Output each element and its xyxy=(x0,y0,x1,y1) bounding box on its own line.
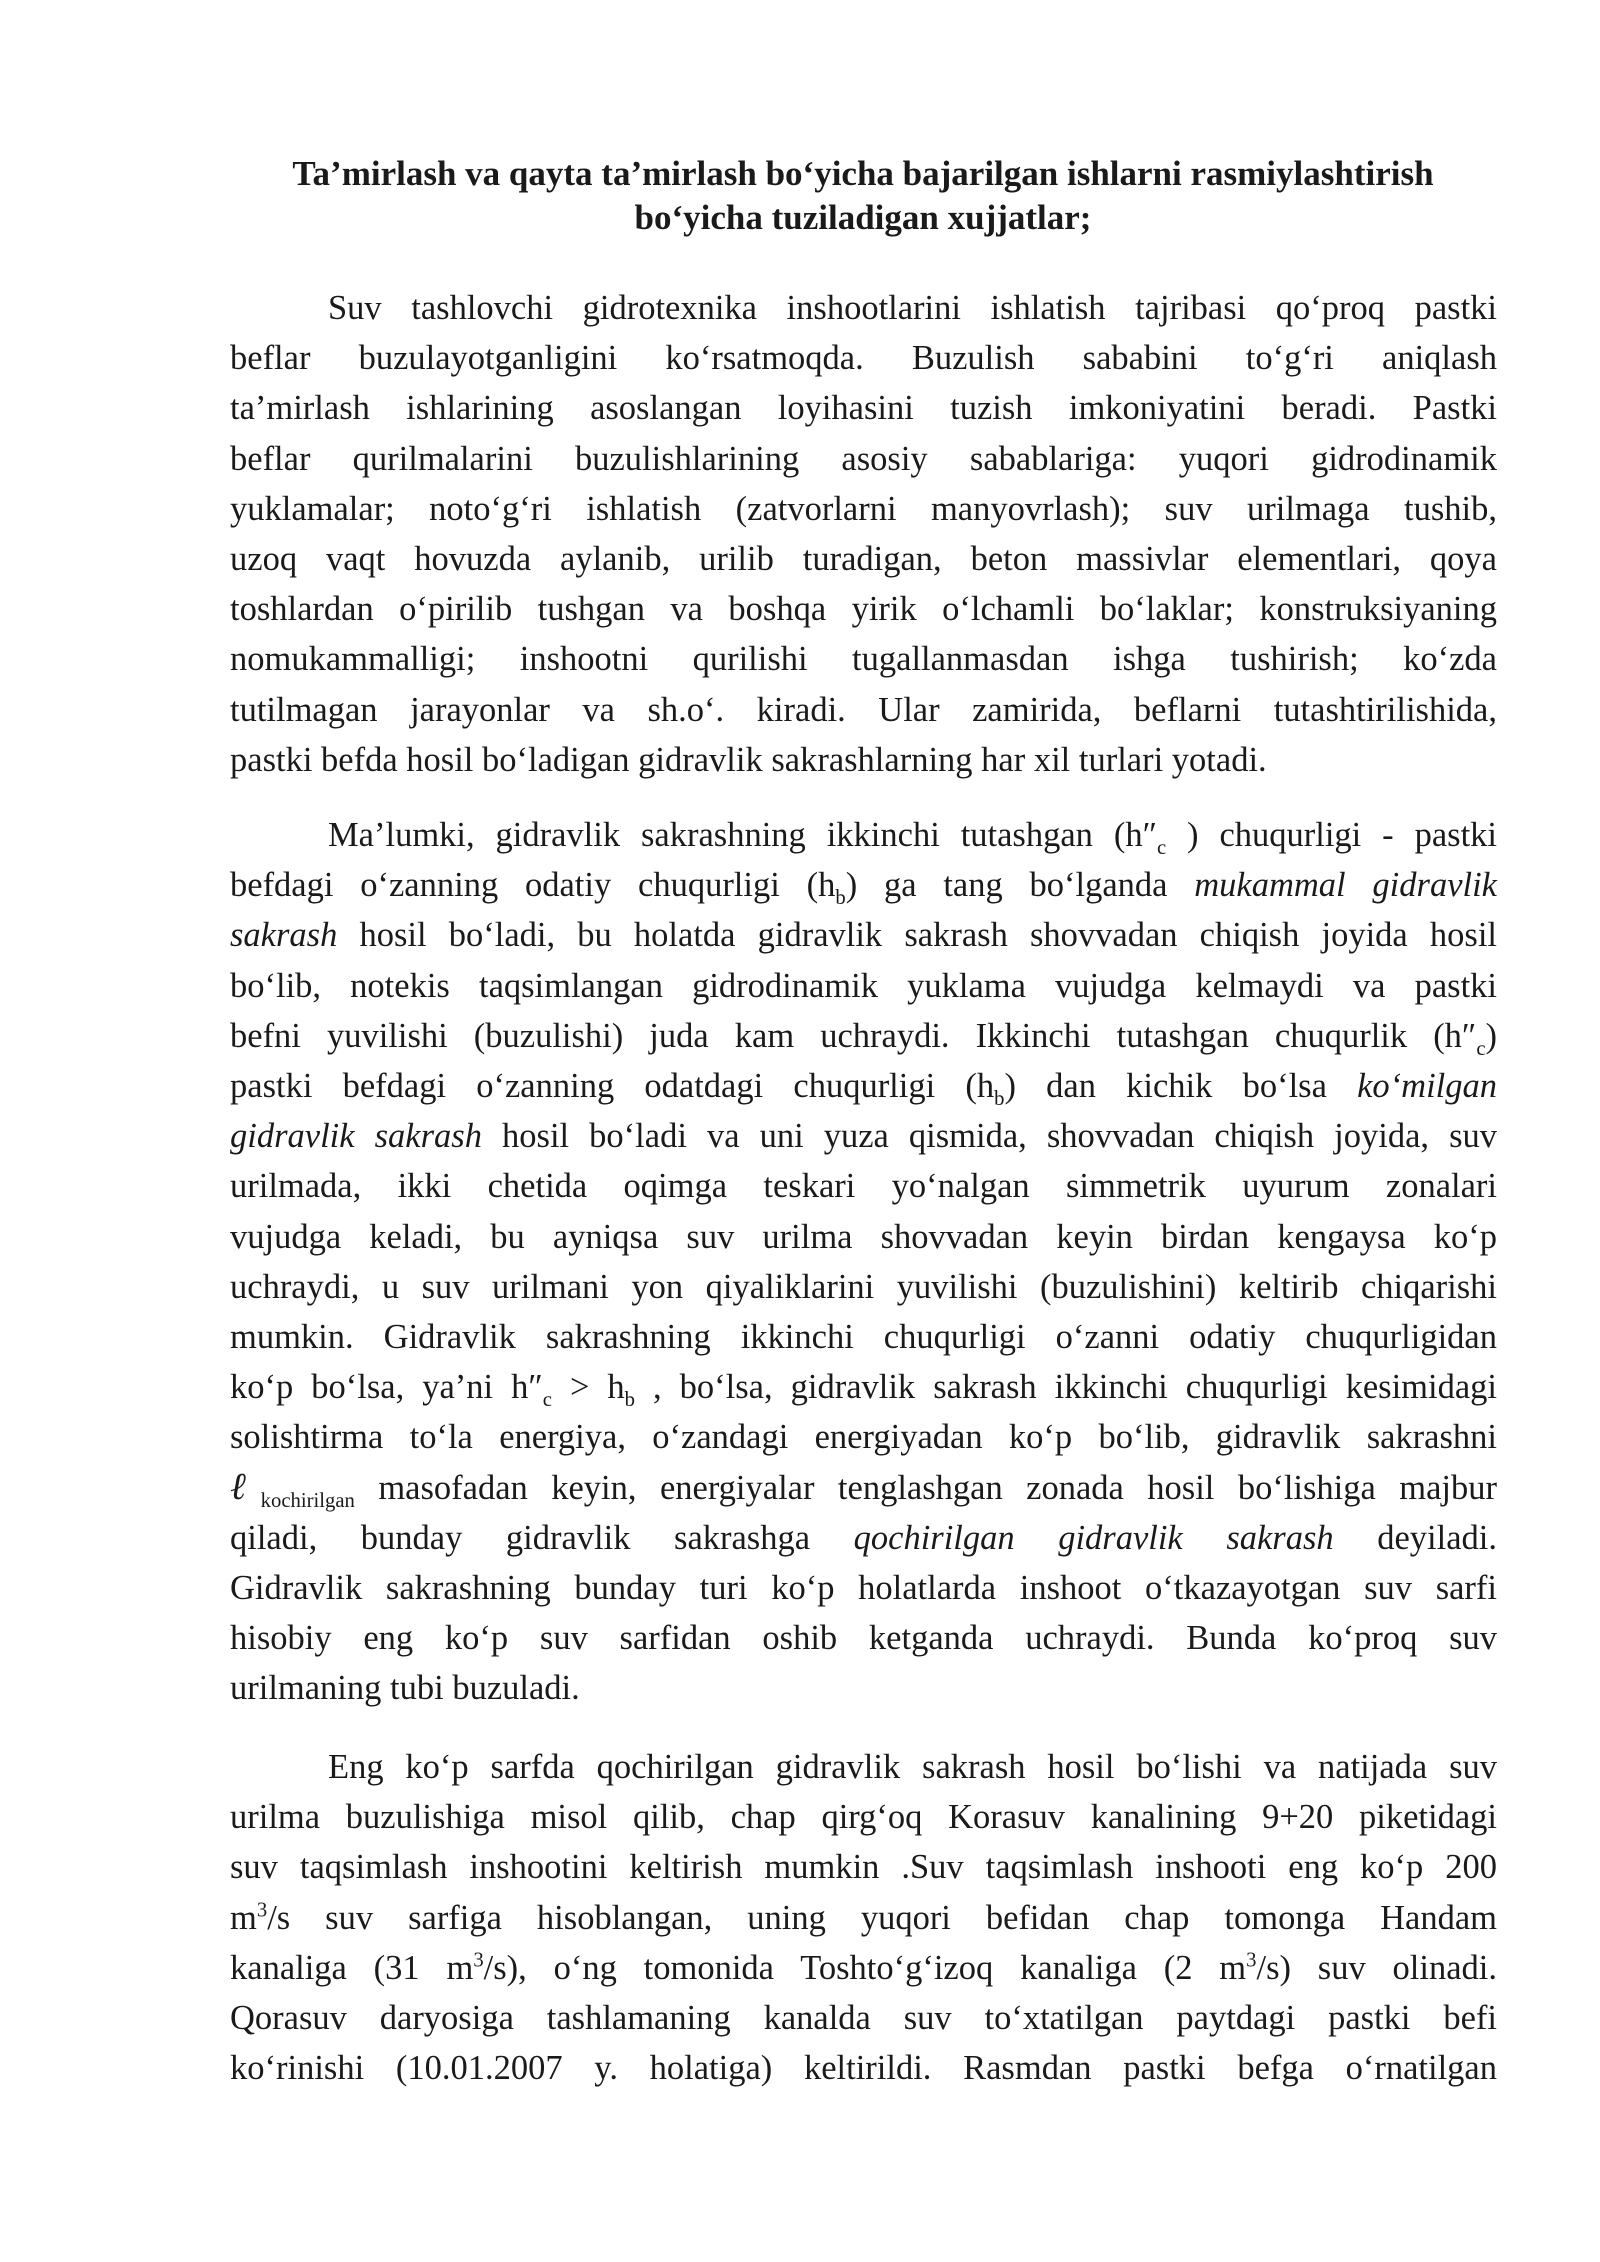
paragraph-line: sakrash hosil bo‘ladi, bu holatda gidravlik sakrash shovvadan chiqish joyida hosil xyxy=(230,916,1497,955)
paragraph-line: Suv tashlovchi gidrotexnika inshootlarini ishlatish tajribasi qo‘proq pastki xyxy=(328,289,1497,327)
paragraph-line: vujudga keladi, bu ayniqsa suv urilma shovvadan keyin birdan kengaysa ko‘p xyxy=(230,1217,1497,1256)
paragraph-line: solishtirma to‘la energiya, o‘zandagi energiyadan ko‘p bo‘lib, gidravlik sakrashni xyxy=(230,1418,1497,1457)
length-symbol: ℓ xyxy=(230,1466,261,1509)
paragraph-line: befdagi o‘zanning odatiy chuqurligi $(h_b)$ ga tang bo‘lganda mukammal gidravlik xyxy=(230,866,1497,910)
paragraph-line: ℓ$_{kochirilgan}$ masofadan keyin, energiyalar tenglashgan zonada hosil bo‘lishiga majbur xyxy=(230,1466,1497,1513)
paragraph-line: Qorasuv daryosiga tashlamaning kanalda suv to‘xtatilgan paytdagi pastki befi xyxy=(230,1998,1497,2037)
paragraph-2 xyxy=(230,810,1497,1713)
paragraph-line: toshlardan o‘pirilib tushgan va boshqa yirik o‘lchamli bo‘laklar; konstruksiyaning xyxy=(230,590,1497,629)
paragraph-line: nomukammalligi; inshootni qurilishi tugallanmasdan ishga tushirish; ko‘zda xyxy=(230,640,1497,679)
paragraph-line: $m^3/s$ suv sarfiga hisoblangan, uning yuqori befidan chap tomonga Handam xyxy=(230,1898,1497,1937)
paragraph-line: beflar qurilmalarini buzulishlarining asosiy sabablariga: yuqori gidrodinamik xyxy=(230,439,1497,478)
paragraph-line: tutilmagan jarayonlar va sh.o‘. kiradi. Ular zamirida, beflarni tutashtirilishida, xyxy=(230,690,1497,729)
paragraph-line: pastki befda hosil bo‘ladigan gidravlik sakrashlarning har xil turlari yotadi. xyxy=(230,740,1267,779)
paragraph-line: Ma’lumki, gidravlik sakrashning ikkinchi tutashgan ($h''_c$ ) chuqurligi - pastki xyxy=(328,816,1497,859)
paragraph-line: Eng ko‘p sarfda qochirilgan gidravlik sakrash hosil bo‘lishi va natijada suv xyxy=(328,1748,1497,1786)
paragraph-line: uzoq vaqt hovuzda aylanib, urilib turadigan, beton massivlar elementlari, qoya xyxy=(230,539,1497,578)
title-line-2: bo‘yicha tuziladigan xujjatlar; xyxy=(634,198,1092,237)
paragraph-line: yuklamalar; noto‘g‘ri ishlatish (zatvorlarni manyovrlash); suv urilmaga tushib, xyxy=(230,489,1497,528)
paragraph-line: Gidravlik sakrashning bunday turi ko‘p holatlarda inshoot o‘tkazayotgan suv sarfi xyxy=(230,1568,1497,1607)
paragraph-line: befni yuvilishi (buzulishi) juda kam uchraydi. Ikkinchi tutashgan chuqurlik $(h''_c)$ xyxy=(230,1016,1497,1060)
paragraph-line: uchraydi, u suv urilmani yon qiyaliklarini yuvilishi (buzulishini) keltirib chiqarishi xyxy=(230,1267,1497,1306)
paragraph-line: urilmada, ikki chetida oqimga teskari yo‘nalgan simmetrik uyurum zonalari xyxy=(230,1167,1497,1206)
paragraph-line: ko‘p bo‘lsa, ya’ni $h''_c > h_b$ , bo‘lsa, gidravlik sakrash ikkinchi chuqurligi kesimidagi xyxy=(230,1368,1497,1411)
paragraph-line: bo‘lib, notekis taqsimlangan gidrodinamik yuklama vujudga kelmaydi va pastki xyxy=(230,966,1497,1005)
title-line-1: Ta’mirlash va qayta ta’mirlash bo‘yicha bajarilgan ishlarni rasmiylashtirish xyxy=(292,154,1434,193)
paragraph-line: kanaliga (31 $m^3/s$), o‘ng tomonida Toshto‘g‘izoq kanaliga (2 $m^3/s$) suv olinadi. xyxy=(230,1948,1497,1987)
paragraph-line: beflar buzulayotganligini ko‘rsatmoqda. Buzulish sababini to‘g‘ri aniqlash xyxy=(230,339,1497,378)
document-title xyxy=(228,152,1498,240)
paragraph-line: suv taqsimlash inshootini keltirish mumkin .Suv taqsimlash inshooti eng ko‘p 200 xyxy=(230,1848,1497,1887)
paragraph-line: pastki befdagi o‘zanning odatdagi chuqurligi $(h_b)$ dan kichik bo‘lsa ko‘milgan xyxy=(230,1066,1497,1110)
paragraph-line: urilmaning tubi buzuladi. xyxy=(230,1669,580,1708)
paragraph-line: ko‘rinishi (10.01.2007 y. holatiga) keltirildi. Rasmdan pastki befga o‘rnatilgan xyxy=(230,2049,1497,2088)
paragraph-1 xyxy=(230,283,1497,785)
paragraph-line: qiladi, bunday gidravlik sakrashga qochirilgan gidravlik sakrash deyiladi. xyxy=(230,1518,1497,1557)
paragraph-line: hisobiy eng ko‘p suv sarfidan oshib ketganda uchraydi. Bunda ko‘proq suv xyxy=(230,1619,1497,1657)
paragraph-line: ta’mirlash ishlarining asoslangan loyihasini tuzish imkoniyatini beradi. Pastki xyxy=(230,389,1497,428)
paragraph-3 xyxy=(230,1742,1497,2093)
paragraph-line: gidravlik sakrash hosil bo‘ladi va uni yuza qismida, shovvadan chiqish joyida, suv xyxy=(230,1117,1497,1156)
paragraph-line: urilma buzulishiga misol qilib, chap qirg‘oq Korasuv kanalining 9+20 piketidagi xyxy=(230,1798,1497,1837)
paragraph-line: mumkin. Gidravlik sakrashning ikkinchi chuqurligi o‘zanni odatiy chuqurligidan xyxy=(230,1317,1497,1356)
